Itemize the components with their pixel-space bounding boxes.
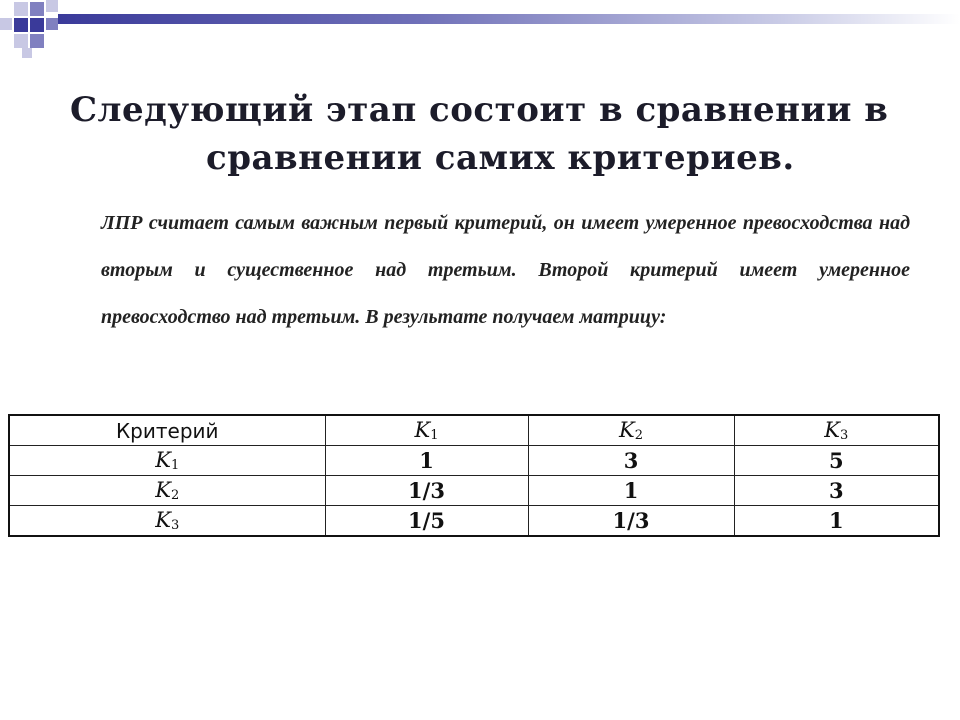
- matrix-cell: 1: [325, 446, 528, 476]
- deco-square: [30, 34, 44, 48]
- k-symbol: K: [155, 508, 171, 533]
- matrix-header-row: [9, 415, 939, 446]
- deco-square: [46, 18, 58, 30]
- k-subscript: 3: [839, 427, 849, 443]
- slide-title-line2: сравнении самих критериев.: [206, 138, 795, 178]
- matrix-row-label: [9, 506, 325, 537]
- k-subscript: 1: [430, 427, 439, 443]
- deco-square: [14, 34, 28, 48]
- k-symbol: K: [155, 448, 171, 473]
- slide-title-line1: Следующий этап состоит в сравнении в: [70, 90, 889, 130]
- matrix-cell: 3: [528, 446, 734, 476]
- matrix-cell: 1: [528, 476, 734, 506]
- deco-square: [14, 2, 28, 16]
- matrix-cell: 5: [734, 446, 939, 476]
- matrix-header-k2: [528, 415, 734, 446]
- slide-paragraph: ЛПР считает самым важным первый критерий, он имеет умеренное превосходства над вторым и существенное над третьим. Второй критерий имеет умеренное превосходство над третьим. В результате получаем матрицу:: [101, 212, 910, 328]
- matrix-cell: 3: [734, 476, 939, 506]
- k-symbol: K: [619, 418, 635, 443]
- deco-square: [14, 18, 28, 32]
- k-subscript: 2: [634, 427, 643, 443]
- deco-square: [22, 48, 32, 58]
- k-symbol: K: [824, 418, 840, 443]
- matrix-row-label: [9, 446, 325, 476]
- matrix-header-k3: [734, 415, 939, 446]
- matrix-row-k3: [9, 506, 939, 537]
- k-subscript: 2: [170, 487, 180, 503]
- k-subscript: 1: [170, 457, 180, 473]
- k-symbol: K: [414, 418, 431, 443]
- matrix-cell: 1: [734, 506, 939, 537]
- matrix-row-k1: [9, 446, 939, 476]
- matrix-cell: 1/3: [528, 506, 734, 537]
- k-symbol: K: [155, 478, 171, 503]
- matrix-corner-cell: Критерий: [9, 415, 325, 446]
- slide-title: [70, 86, 920, 182]
- header-decoration: [0, 0, 960, 60]
- header-gradient-bar: [58, 14, 960, 24]
- deco-square: [0, 18, 12, 30]
- deco-square: [30, 18, 44, 32]
- matrix-row-k2: [9, 476, 939, 506]
- matrix-row-label: [9, 476, 325, 506]
- deco-square: [46, 0, 58, 12]
- matrix-cell: 1/5: [325, 506, 528, 537]
- matrix-header-k1: [325, 415, 528, 446]
- comparison-matrix: [8, 414, 940, 537]
- k-subscript: 3: [170, 517, 180, 533]
- matrix-cell: 1/3: [325, 476, 528, 506]
- deco-square: [30, 2, 44, 16]
